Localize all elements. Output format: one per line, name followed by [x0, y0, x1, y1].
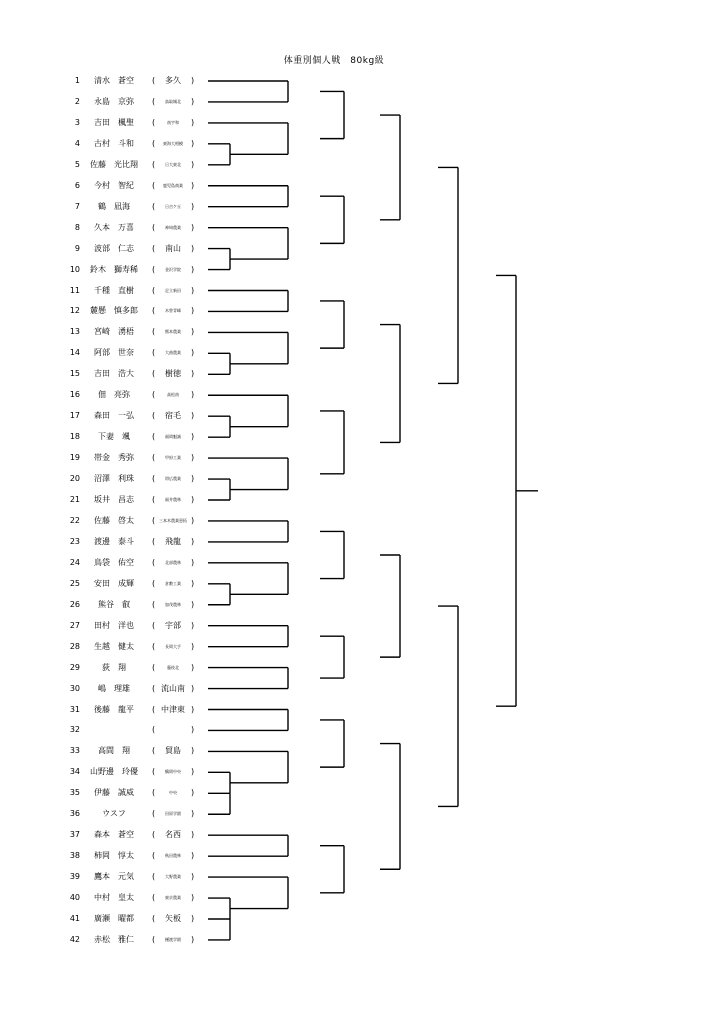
entry-number: 25: [69, 578, 80, 588]
entry-number: 15: [69, 369, 80, 379]
competitor-name: 森本 蒼空: [94, 830, 134, 840]
school-name: 中津東: [161, 704, 185, 714]
paren-close: ): [191, 767, 195, 777]
competitor-name: ウスフ: [102, 809, 126, 819]
paren-open: (: [152, 788, 156, 798]
entry-number: 40: [69, 893, 80, 903]
paren-close: ): [191, 222, 195, 232]
competitor-name: 廣瀬 曜都: [94, 914, 134, 923]
paren-open: (: [152, 830, 156, 840]
paren-close: ): [191, 432, 195, 442]
paren-open: (: [152, 641, 156, 651]
entry-number: 2: [74, 96, 80, 106]
paren-close: ): [191, 746, 195, 756]
paren-close: ): [191, 830, 195, 840]
entry-number: 29: [69, 662, 80, 672]
competitor-name: 吉田 浩大: [94, 369, 134, 379]
paren-close: ): [191, 851, 195, 861]
paren-open: (: [152, 264, 156, 274]
competitor-name: 古村 斗和: [94, 138, 134, 148]
paren-close: ): [191, 536, 195, 546]
entry-number: 5: [74, 159, 80, 169]
paren-close: ): [191, 96, 195, 106]
paren-close: ): [191, 159, 195, 169]
paren-open: (: [152, 411, 156, 421]
paren-close: ): [191, 453, 195, 463]
paren-open: (: [152, 432, 156, 442]
competitor-name: 渡邊 泰斗: [94, 536, 134, 546]
competitor-name: 清水 蒼空: [94, 76, 134, 85]
competitor-name: 千種 直樹: [94, 285, 134, 295]
paren-close: ): [191, 201, 195, 211]
paren-close: ): [191, 788, 195, 798]
competitor-name: 下妻 颯: [98, 432, 130, 442]
page-title: 体重別個人戦 80kg級: [283, 56, 385, 66]
school-name: 大曲農業: [165, 350, 181, 356]
entry-number: 27: [69, 620, 80, 630]
entry-number: 9: [74, 243, 80, 253]
paren-open: (: [152, 222, 156, 232]
paren-open: (: [152, 704, 156, 714]
entry-number: 13: [69, 327, 80, 337]
paren-open: (: [152, 536, 156, 546]
school-name: 名西: [165, 830, 181, 840]
competitor-name: 安田 成輝: [94, 578, 134, 588]
paren-open: (: [152, 369, 156, 379]
paren-open: (: [152, 683, 156, 693]
entry-number: 34: [69, 767, 80, 777]
school-name: 足立新田: [165, 287, 181, 293]
paren-close: ): [191, 620, 195, 630]
school-name: 熊本農業: [165, 329, 181, 335]
paren-open: (: [152, 201, 156, 211]
school-name: 日大東北: [165, 161, 181, 167]
paren-open: (: [152, 934, 156, 944]
entry-number: 6: [74, 180, 80, 190]
paren-close: ): [191, 578, 195, 588]
competitor-name: 帯金 秀弥: [94, 453, 134, 463]
paren-close: ): [191, 243, 195, 253]
paren-open: (: [152, 914, 156, 923]
paren-open: (: [152, 306, 156, 316]
competitor-name: 永島 京弥: [94, 96, 134, 106]
paren-open: (: [152, 746, 156, 756]
paren-open: (: [152, 767, 156, 777]
school-name: 三本木農業恵拓: [159, 517, 187, 523]
school-name: 福岡魁誠: [165, 434, 181, 440]
paren-close: ): [191, 704, 195, 714]
entry-number: 28: [69, 641, 80, 651]
paren-close: ): [191, 495, 195, 504]
school-name: 加茂農林: [165, 601, 181, 607]
school-name: 神埼農業: [165, 224, 181, 230]
paren-open: (: [152, 180, 156, 190]
paren-open: (: [152, 243, 156, 253]
school-name: 中央: [169, 790, 177, 796]
paren-close: ): [191, 76, 195, 85]
paren-open: (: [152, 348, 156, 358]
competitor-name: 坂井 昌志: [94, 495, 134, 504]
competitor-name: 荻 翔: [102, 662, 126, 672]
entry-number: 26: [69, 599, 80, 609]
paren-close: ): [191, 599, 195, 609]
entry-number: 36: [69, 809, 80, 819]
school-name: 北部農林: [165, 559, 181, 565]
entry-number: 18: [69, 432, 80, 442]
paren-close: ): [191, 348, 195, 358]
entry-number: 33: [69, 746, 80, 756]
entry-number: 24: [69, 557, 80, 567]
paren-close: ): [191, 893, 195, 903]
entry-number: 7: [74, 201, 80, 211]
paren-close: ): [191, 914, 195, 923]
school-name: 流山南: [161, 683, 185, 693]
competitor-name: 阿部 世奈: [94, 348, 134, 358]
school-name: 東海大相模: [163, 140, 183, 146]
paren-open: (: [152, 662, 156, 672]
paren-close: ): [191, 934, 195, 944]
competitor-name: 田村 洋也: [94, 620, 134, 630]
school-name: 大野農業: [165, 874, 181, 880]
paren-open: (: [152, 809, 156, 819]
paren-open: (: [152, 285, 156, 295]
competitor-name: 後藤 龍平: [94, 704, 134, 714]
paren-open: (: [152, 893, 156, 903]
paren-open: (: [152, 872, 156, 882]
paren-close: ): [191, 411, 195, 421]
entry-number: 21: [69, 495, 80, 504]
paren-open: (: [152, 117, 156, 127]
entry-number: 22: [69, 515, 80, 525]
competitor-name: 久本 万喜: [94, 222, 134, 232]
school-name: 宇部: [165, 620, 181, 630]
paren-open: (: [152, 599, 156, 609]
competitor-name: 熊谷 叡: [98, 599, 130, 609]
competitor-name: 中村 皇太: [94, 893, 134, 903]
school-name: 南山: [165, 243, 181, 253]
school-name: 鶴岡中央: [165, 769, 181, 775]
school-name: 藤枝北: [167, 664, 179, 670]
entry-number: 38: [69, 851, 80, 861]
competitor-name: 鈴木 獅寿稀: [90, 264, 138, 274]
paren-close: ): [191, 515, 195, 525]
paren-open: (: [152, 327, 156, 337]
school-name: 多久: [165, 76, 181, 85]
competitor-name: 佐藤 啓太: [94, 515, 134, 525]
school-name: 秋田農林: [165, 853, 181, 859]
school-name: 樋渡学園: [165, 936, 181, 942]
school-name: 宿毛: [165, 411, 181, 421]
school-name: 福井農林: [165, 497, 181, 502]
entry-number: 12: [69, 306, 80, 316]
paren-close: ): [191, 557, 195, 567]
competitor-name: 波部 仁志: [94, 243, 134, 253]
school-name: 長岡大手: [165, 643, 181, 649]
school-name: 貿島: [165, 746, 181, 756]
entry-number: 11: [69, 285, 80, 295]
competitor-name: 伊藤 誠威: [94, 788, 134, 798]
entry-number: 30: [69, 683, 80, 693]
entry-number: 23: [69, 536, 80, 546]
entry-number: 37: [69, 830, 80, 840]
competitor-name: 森田 一弘: [94, 411, 134, 421]
paren-open: (: [152, 138, 156, 148]
entry-number: 16: [69, 390, 80, 400]
competitor-name: 鳥袋 佑空: [94, 557, 134, 567]
paren-open: (: [152, 851, 156, 861]
entry-number: 3: [74, 117, 80, 127]
school-name: 矢板: [165, 914, 181, 923]
paren-open: (: [152, 96, 156, 106]
school-name: 樹徳: [165, 369, 181, 379]
paren-open: (: [152, 76, 156, 85]
paren-open: (: [152, 515, 156, 525]
paren-close: ): [191, 390, 195, 400]
competitor-name: 高間 翔: [98, 746, 130, 756]
paren-close: ): [191, 474, 195, 484]
competitor-name: 沼澤 利珠: [94, 474, 134, 484]
school-name: 南宇和: [167, 119, 179, 125]
entry-number: 32: [69, 725, 80, 735]
school-name: 甲府工業: [165, 455, 181, 461]
entry-number: 17: [69, 411, 80, 421]
paren-close: ): [191, 117, 195, 127]
entry-number: 42: [69, 934, 80, 944]
competitor-name: 宮崎 湧梧: [94, 327, 134, 337]
paren-open: (: [152, 557, 156, 567]
competitor-name: 赤松 雅仁: [94, 934, 134, 944]
competitor-name: 嶋 理雄: [98, 683, 130, 693]
school-name: 飛龍: [165, 536, 181, 546]
paren-close: ): [191, 872, 195, 882]
paren-open: (: [152, 725, 156, 735]
entry-number: 4: [74, 138, 80, 148]
school-name: 東京農業: [165, 895, 181, 901]
competitor-name: 鷹本 元気: [94, 872, 134, 882]
entry-number: 14: [69, 348, 80, 358]
school-name: 日吉ケ丘: [165, 203, 181, 209]
school-name: 金沢学院: [165, 266, 181, 272]
competitor-name: 佐藤 光比翔: [90, 159, 138, 169]
entry-number: 41: [69, 914, 80, 923]
school-name: 鹿児島商業: [163, 182, 183, 188]
paren-open: (: [152, 474, 156, 484]
school-name: 倉敷工業: [165, 580, 181, 586]
entry-number: 39: [69, 872, 80, 882]
paren-open: (: [152, 390, 156, 400]
school-name: 田原学園: [165, 811, 181, 817]
paren-close: ): [191, 369, 195, 379]
competitor-name: 今村 智紀: [94, 180, 134, 190]
paren-close: ): [191, 725, 195, 735]
entry-number: 35: [69, 788, 80, 798]
paren-open: (: [152, 620, 156, 630]
paren-close: ): [191, 285, 195, 295]
competitor-name: 柿岡 惇太: [94, 851, 134, 861]
paren-close: ): [191, 306, 195, 316]
paren-open: (: [152, 453, 156, 463]
paren-close: ): [191, 641, 195, 651]
paren-close: ): [191, 138, 195, 148]
school-name: 木曽青峰: [165, 308, 181, 314]
paren-close: ): [191, 180, 195, 190]
competitor-name: 山野邊 玲優: [90, 767, 138, 777]
paren-close: ): [191, 809, 195, 819]
entry-number: 10: [69, 264, 80, 274]
entry-number: 20: [69, 474, 80, 484]
school-name: 鳥取城北: [165, 98, 181, 104]
paren-close: ): [191, 264, 195, 274]
competitor-name: 鶴 凪海: [98, 201, 130, 211]
competitor-name: 生越 健太: [94, 641, 134, 651]
paren-close: ): [191, 662, 195, 672]
competitor-name: 佃 亮弥: [98, 390, 130, 400]
entry-number: 8: [74, 222, 80, 232]
school-name: 高松南: [167, 392, 179, 398]
paren-open: (: [152, 578, 156, 588]
paren-open: (: [152, 495, 156, 504]
paren-close: ): [191, 327, 195, 337]
competitor-name: 麓懸 慎多郎: [90, 306, 138, 316]
school-name: 帯広農業: [165, 476, 181, 482]
paren-close: ): [191, 683, 195, 693]
entry-number: 31: [69, 704, 80, 714]
paren-open: (: [152, 159, 156, 169]
entry-number: 1: [74, 76, 80, 85]
entry-number: 19: [69, 453, 80, 463]
competitor-name: 吉田 楓聖: [94, 117, 134, 127]
